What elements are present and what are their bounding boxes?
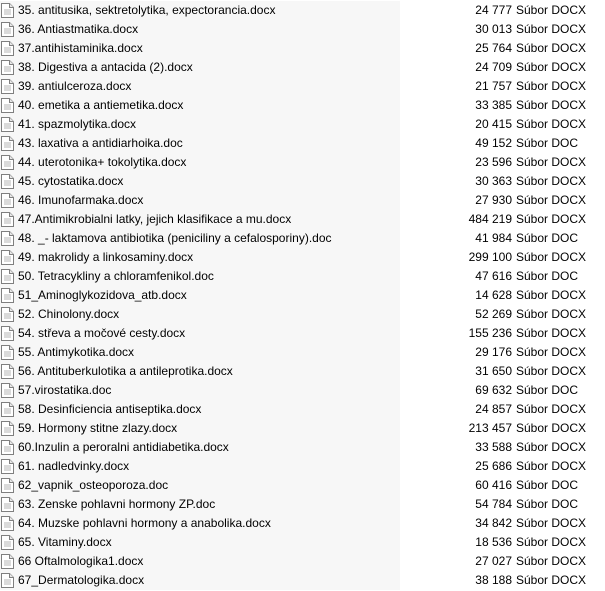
file-name[interactable]: 65. Vitaminy.docx (18, 535, 112, 549)
file-row[interactable] (0, 39, 605, 58)
file-type: Súbor DOCX (516, 193, 587, 207)
file-type: Súbor DOCX (516, 22, 587, 36)
document-icon (1, 174, 14, 189)
document-icon (1, 98, 14, 113)
file-name[interactable]: 58. Desinficiencia antiseptika.docx (18, 402, 202, 416)
document-icon (1, 421, 14, 436)
file-name-cell[interactable] (0, 476, 400, 495)
document-icon (1, 117, 14, 132)
file-size: 31 650 (475, 364, 512, 378)
document-icon (1, 516, 14, 531)
document-icon (1, 402, 14, 417)
file-size: 24 709 (475, 60, 512, 74)
file-row[interactable] (0, 172, 605, 191)
file-size: 29 176 (475, 345, 512, 359)
file-size: 20 415 (475, 117, 512, 131)
document-icon (1, 288, 14, 303)
file-type: Súbor DOCX (516, 174, 587, 188)
file-name[interactable]: 38. Digestiva a antacida (2).docx (18, 60, 193, 74)
document-icon (1, 345, 14, 360)
file-row[interactable] (0, 305, 605, 324)
file-type: Súbor DOCX (516, 307, 587, 321)
file-name-cell[interactable] (0, 400, 400, 419)
file-size: 155 236 (468, 326, 512, 340)
file-size: 299 100 (468, 250, 512, 264)
file-size: 24 777 (475, 3, 512, 17)
file-type: Súbor DOCX (516, 98, 587, 112)
file-type: Súbor DOCX (516, 402, 587, 416)
file-name[interactable]: 67_Dermatologika.docx (18, 573, 145, 587)
file-row[interactable] (0, 419, 605, 438)
file-name[interactable]: 39. antiulceroza.docx (18, 79, 132, 93)
file-name-cell[interactable] (0, 457, 400, 476)
file-type: Súbor DOCX (516, 554, 587, 568)
file-size: 52 269 (475, 307, 512, 321)
file-row[interactable] (0, 324, 605, 343)
file-row[interactable] (0, 438, 605, 457)
file-type: Súbor DOCX (516, 440, 587, 454)
file-row[interactable] (0, 362, 605, 381)
file-row[interactable] (0, 153, 605, 172)
file-row[interactable] (0, 267, 605, 286)
file-name-cell[interactable] (0, 115, 400, 134)
file-size: 33 385 (475, 98, 512, 112)
file-name[interactable]: 51_Aminoglykozidova_atb.docx (18, 288, 187, 302)
document-icon (1, 383, 14, 398)
file-row[interactable] (0, 495, 605, 514)
file-name-cell[interactable] (0, 172, 400, 191)
file-type: Súbor DOC (516, 136, 579, 150)
file-type: Súbor DOCX (516, 41, 587, 55)
document-icon (1, 326, 14, 341)
file-type: Súbor DOCX (516, 60, 587, 74)
document-icon (1, 478, 14, 493)
file-name[interactable]: 44. uterotonika+ tokolytika.docx (18, 155, 187, 169)
file-name-cell[interactable] (0, 343, 400, 362)
file-name[interactable]: 59. Hormony stitne zlazy.docx (18, 421, 178, 435)
document-icon (1, 60, 14, 75)
file-row[interactable] (0, 343, 605, 362)
document-icon (1, 22, 14, 37)
file-type: Súbor DOC (516, 478, 579, 492)
file-name[interactable]: 60.Inzulin a peroralni antidiabetika.docx (18, 440, 229, 454)
file-name-cell[interactable] (0, 153, 400, 172)
document-icon (1, 136, 14, 151)
file-name[interactable]: 63. Zenske pohlavni hormony ZP.doc (18, 497, 216, 511)
file-name[interactable]: 62_vapnik_osteoporoza.doc (18, 478, 169, 492)
document-icon (1, 573, 14, 588)
file-name[interactable]: 46. Imunofarmaka.docx (18, 193, 144, 207)
file-type: Súbor DOCX (516, 459, 587, 473)
file-name-cell[interactable] (0, 381, 400, 400)
document-icon (1, 212, 14, 227)
file-type: Súbor DOCX (516, 79, 587, 93)
document-icon (1, 364, 14, 379)
document-icon (1, 41, 14, 56)
file-name[interactable]: 64. Muzske pohlavni hormony a anabolika.docx (18, 516, 271, 530)
file-name[interactable]: 47.Antimikrobialni latky, jejich klasifikace a mu.docx (18, 212, 292, 226)
file-size: 213 457 (468, 421, 512, 435)
file-row[interactable] (0, 248, 605, 267)
file-type: Súbor DOC (516, 497, 579, 511)
file-name-cell[interactable] (0, 39, 400, 58)
file-type: Súbor DOCX (516, 364, 587, 378)
file-size: 60 416 (475, 478, 512, 492)
file-name-cell[interactable] (0, 77, 400, 96)
file-size: 23 596 (475, 155, 512, 169)
file-name[interactable]: 49. makrolidy a linkosaminy.docx (18, 250, 194, 264)
file-size: 18 536 (475, 535, 512, 549)
file-name[interactable]: 54. střeva a močové cesty.docx (18, 326, 186, 340)
document-icon (1, 250, 14, 265)
file-name[interactable]: 55. Antimykotika.docx (18, 345, 135, 359)
file-size: 24 857 (475, 402, 512, 416)
file-size: 27 027 (475, 554, 512, 568)
file-name[interactable]: 50. Tetracykliny a chloramfenikol.doc (18, 269, 214, 283)
file-row[interactable] (0, 571, 605, 590)
file-name[interactable]: 40. emetika a antiemetika.docx (18, 98, 184, 112)
file-name[interactable]: 48. _- laktamova antibiotika (peniciliny a cefalosporiny).doc (18, 231, 332, 245)
document-icon (1, 269, 14, 284)
file-row[interactable] (0, 552, 605, 571)
file-name-cell[interactable] (0, 58, 400, 77)
file-size: 25 764 (475, 41, 512, 55)
file-row[interactable] (0, 229, 605, 248)
file-row[interactable] (0, 191, 605, 210)
document-icon (1, 497, 14, 512)
file-name-cell[interactable] (0, 1, 400, 20)
file-type: Súbor DOC (516, 383, 579, 397)
document-icon (1, 554, 14, 569)
file-type: Súbor DOCX (516, 535, 587, 549)
file-name[interactable]: 61. nadledvinky.docx (18, 459, 130, 473)
file-size: 38 188 (475, 573, 512, 587)
file-type: Súbor DOCX (516, 212, 587, 226)
file-row[interactable] (0, 77, 605, 96)
document-icon (1, 440, 14, 455)
file-row[interactable] (0, 533, 605, 552)
file-name-cell[interactable] (0, 533, 400, 552)
file-row[interactable] (0, 58, 605, 77)
file-size: 25 686 (475, 459, 512, 473)
file-type: Súbor DOCX (516, 516, 587, 530)
file-size: 47 616 (475, 269, 512, 283)
file-size: 41 984 (475, 231, 512, 245)
document-icon (1, 459, 14, 474)
file-name-cell[interactable] (0, 438, 400, 457)
file-type: Súbor DOC (516, 269, 579, 283)
file-row[interactable] (0, 457, 605, 476)
file-name[interactable]: 66 Oftalmologika1.docx (18, 554, 144, 568)
file-name-cell[interactable] (0, 96, 400, 115)
file-size: 69 632 (475, 383, 512, 397)
file-type: Súbor DOCX (516, 250, 587, 264)
file-type: Súbor DOCX (516, 573, 587, 587)
file-name-cell[interactable] (0, 210, 400, 229)
file-type: Súbor DOCX (516, 117, 587, 131)
document-icon (1, 155, 14, 170)
file-size: 30 013 (475, 22, 512, 36)
file-size: 484 219 (468, 212, 512, 226)
file-name[interactable]: 41. spazmolytika.docx (18, 117, 137, 131)
file-row[interactable] (0, 210, 605, 229)
file-size: 34 842 (475, 516, 512, 530)
file-type: Súbor DOCX (516, 3, 587, 17)
file-row[interactable] (0, 286, 605, 305)
file-size: 33 588 (475, 440, 512, 454)
file-row[interactable] (0, 134, 605, 153)
file-name[interactable]: 43. laxativa a antidiarhoika.doc (18, 136, 183, 150)
file-name-cell[interactable] (0, 571, 400, 590)
document-icon (1, 79, 14, 94)
file-name-cell[interactable] (0, 229, 400, 248)
file-name[interactable]: 35. antitusika, sektretolytika, expectorancia.docx (18, 3, 276, 17)
file-size: 49 152 (475, 136, 512, 150)
file-name-cell[interactable] (0, 134, 400, 153)
file-row[interactable] (0, 514, 605, 533)
file-row[interactable] (0, 1, 605, 20)
file-size: 21 757 (475, 79, 512, 93)
file-name[interactable]: 37.antihistaminika.docx (18, 41, 143, 55)
file-name-cell[interactable] (0, 305, 400, 324)
file-name-cell[interactable] (0, 191, 400, 210)
file-size: 30 363 (475, 174, 512, 188)
file-name-cell[interactable] (0, 286, 400, 305)
file-row[interactable] (0, 20, 605, 39)
file-row[interactable] (0, 476, 605, 495)
file-name[interactable]: 57.virostatika.doc (18, 383, 112, 397)
file-name[interactable]: 52. Chinolony.docx (18, 307, 120, 321)
file-name-cell[interactable] (0, 495, 400, 514)
file-size: 14 628 (475, 288, 512, 302)
file-type: Súbor DOCX (516, 288, 587, 302)
file-name[interactable]: 56. Antituberkulotika a antileprotika.docx (18, 364, 233, 378)
file-row[interactable] (0, 400, 605, 419)
file-name-cell[interactable] (0, 248, 400, 267)
document-icon (1, 307, 14, 322)
file-row[interactable] (0, 115, 605, 134)
file-name-cell[interactable] (0, 514, 400, 533)
file-name-cell[interactable] (0, 324, 400, 343)
file-type: Súbor DOCX (516, 345, 587, 359)
file-name-cell[interactable] (0, 20, 400, 39)
file-size: 54 784 (475, 497, 512, 511)
file-name-cell[interactable] (0, 362, 400, 381)
file-row[interactable] (0, 381, 605, 400)
file-row[interactable] (0, 96, 605, 115)
file-name-cell[interactable] (0, 552, 400, 571)
document-icon (1, 193, 14, 208)
file-type: Súbor DOCX (516, 155, 587, 169)
file-name-cell[interactable] (0, 419, 400, 438)
file-type: Súbor DOCX (516, 326, 587, 340)
file-type: Súbor DOC (516, 231, 579, 245)
document-icon (1, 3, 14, 18)
file-type: Súbor DOCX (516, 421, 587, 435)
file-name-cell[interactable] (0, 267, 400, 286)
document-icon (1, 231, 14, 246)
file-name[interactable]: 45. cytostatika.docx (18, 174, 124, 188)
file-size: 27 930 (475, 193, 512, 207)
file-name[interactable]: 36. Antiastmatika.docx (18, 22, 139, 36)
document-icon (1, 535, 14, 550)
